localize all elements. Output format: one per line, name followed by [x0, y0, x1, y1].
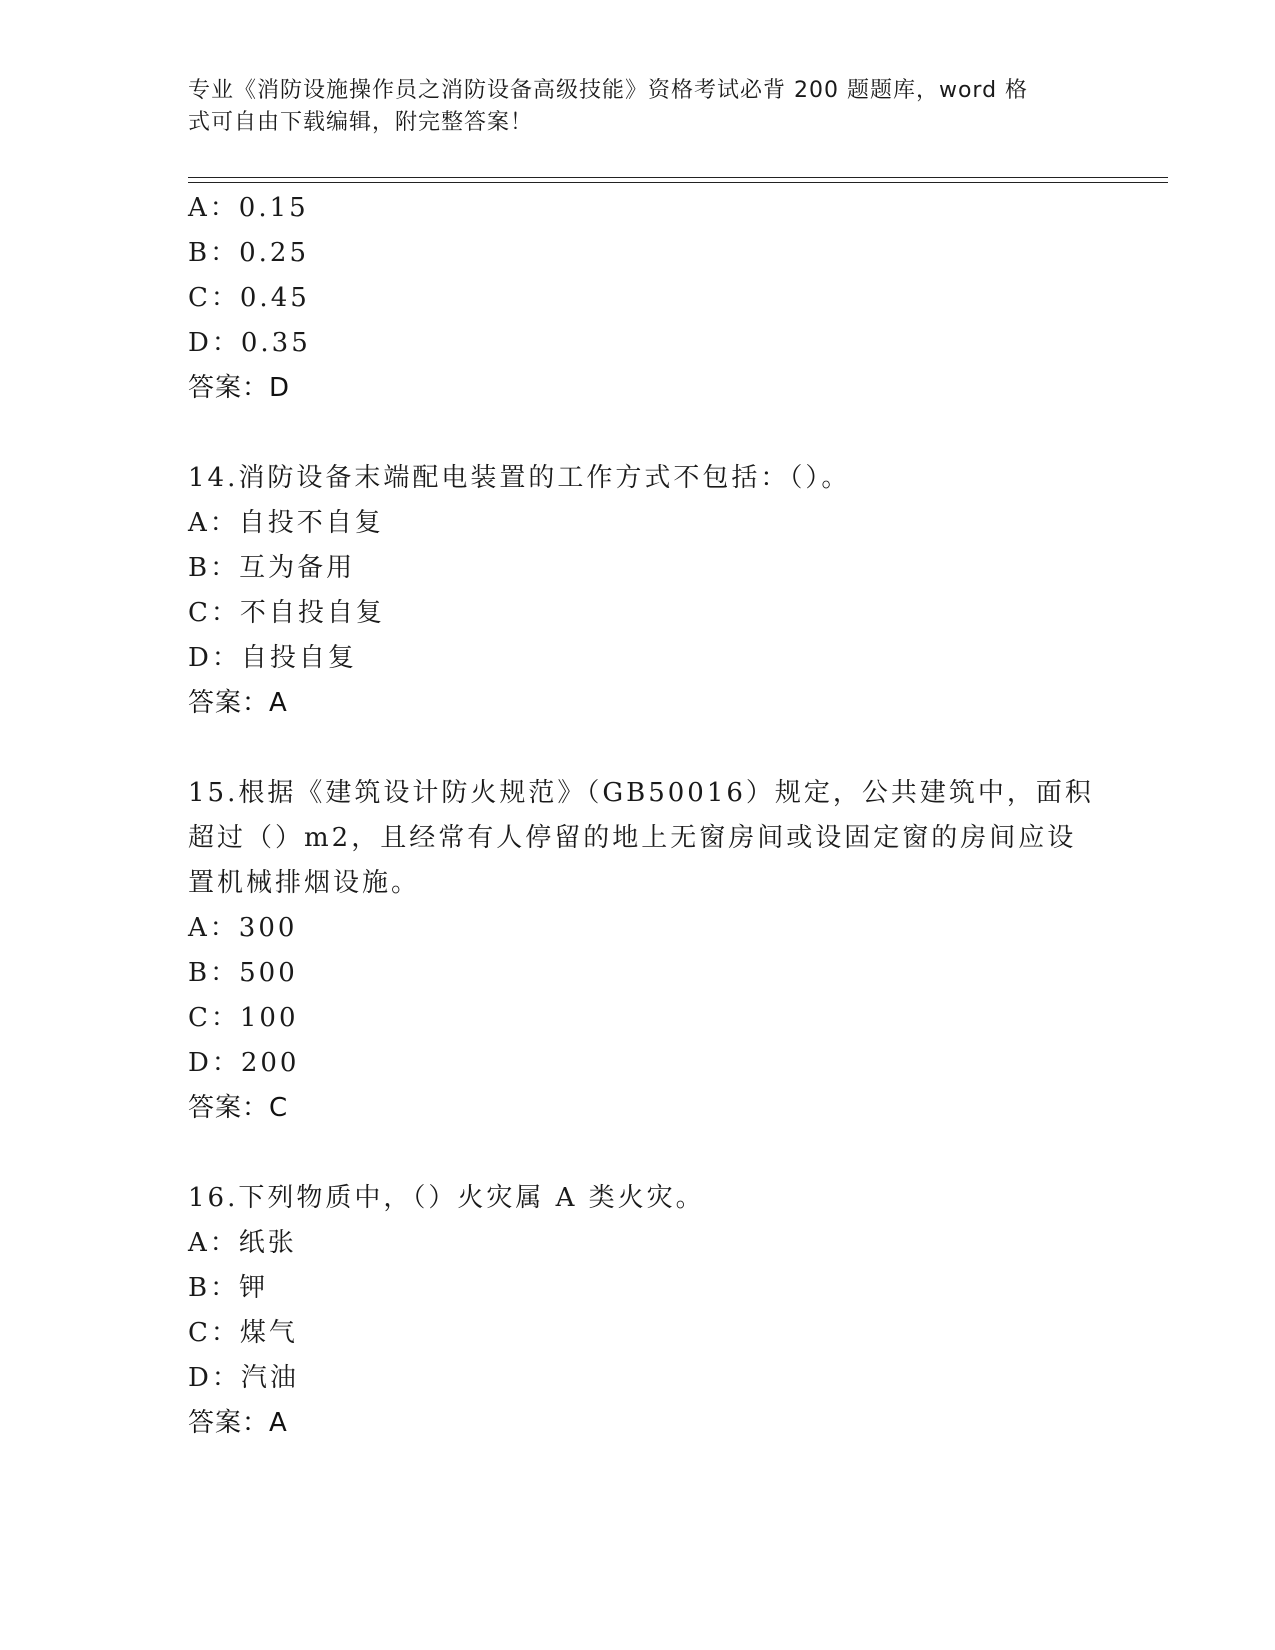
option-a: A：自投不自复 [188, 508, 384, 538]
option-c: C：不自投自复 [188, 598, 385, 628]
option-d: D：200 [188, 1048, 300, 1078]
option-b: B：互为备用 [188, 553, 356, 583]
header-line-1: 专业《消防设施操作员之消防设备高级技能》资格考试必背 200 题题库，word 格 [188, 78, 1029, 103]
option-b: B：0.25 [188, 238, 309, 268]
option-a: A：0.15 [188, 193, 309, 223]
option-d: D：自投自复 [188, 643, 357, 673]
option-a: A：300 [188, 913, 298, 943]
question-text-line-1: 15.根据《建筑设计防火规范》（GB50016）规定，公共建筑中，面积 [188, 778, 1094, 808]
option-c: C：煤气 [188, 1318, 298, 1348]
header-divider-bottom [188, 182, 1168, 183]
header-divider-top [188, 177, 1168, 178]
option-b: B：钾 [188, 1273, 269, 1303]
question-text: 14.消防设备末端配电装置的工作方式不包括：（）。 [188, 463, 851, 493]
option-d: D：0.35 [188, 328, 311, 358]
document-header [188, 75, 1068, 139]
question-text-line-3: 置机械排烟设施。 [188, 868, 421, 898]
option-b: B：500 [188, 958, 298, 988]
answer-line: 答案：A [188, 688, 288, 718]
option-c: C：100 [188, 1003, 299, 1033]
option-c: C：0.45 [188, 283, 310, 313]
option-d: D：汽油 [188, 1363, 299, 1393]
question-text: 16.下列物质中，（）火灾属 A 类火灾。 [188, 1183, 705, 1213]
answer-line: 答案：A [188, 1408, 288, 1438]
answer-line: 答案：D [188, 373, 291, 403]
header-line-2: 式可自由下载编辑，附完整答案！ [188, 110, 534, 135]
answer-line: 答案：C [188, 1093, 289, 1123]
option-a: A：纸张 [188, 1228, 297, 1258]
question-text-line-2: 超过（）m2，且经常有人停留的地上无窗房间或设固定窗的房间应设 [188, 823, 1077, 853]
